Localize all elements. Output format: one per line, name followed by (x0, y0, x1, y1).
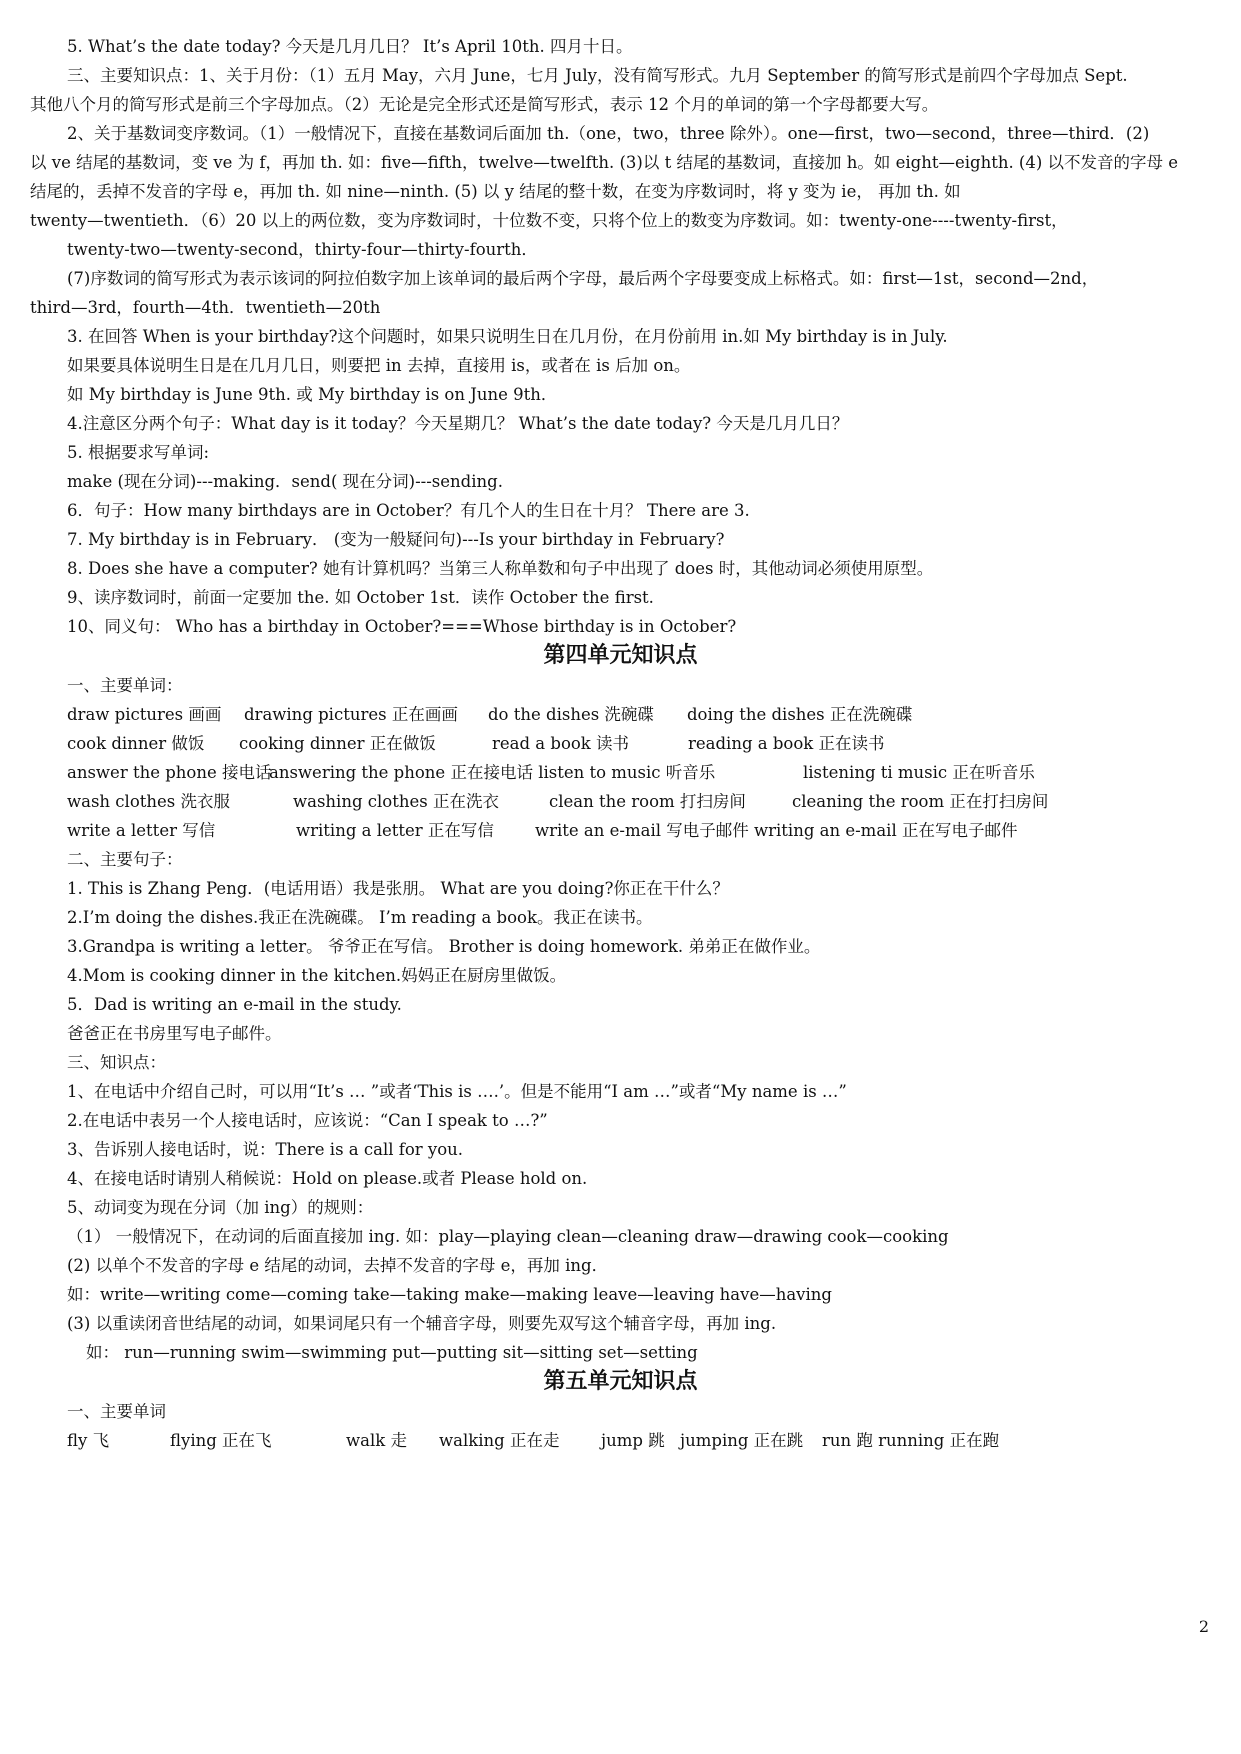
vocab-cell: do the dishes 洗碗碟 (488, 705, 654, 724)
text-line: 如：write—writing come—coming take—taking make—making leave—leaving have—having (67, 1285, 832, 1304)
text-line: 3、告诉别人接电话时，说：There is a call for you. (67, 1140, 464, 1159)
vocab-cell: answer the phone 接电话 (67, 763, 272, 782)
text-line: 5. What’s the date today? 今天是几月几日？ It’s April 10th. 四月十日。 (67, 37, 633, 56)
text-line: 5、动词变为现在分词（加 ing）的规则： (67, 1198, 374, 1217)
text-line: twenty—twentieth．（6）20 以上的两位数，变为序数词时，十位数不变，只将个位上的数变为序数词。如：twenty-one----twenty-first， (30, 211, 1068, 230)
text-line: 1. This is Zhang Peng．(电话用语）我是张朋。 What are you doing?你正在干什么？ (67, 879, 729, 898)
vocab-row (67, 787, 1219, 816)
vocab-cell: cook dinner 做饭 (67, 734, 205, 753)
unit5-vocab-label: 一、主要单词 (67, 1402, 166, 1421)
text-line: twenty-two—twenty-second，thirty-four—thirty-fourth． (67, 240, 538, 259)
text-line: 如 My birthday is June 9th. 或 My birthday is on June 9th． (67, 385, 558, 404)
text-line: 4、在接电话时请别人稍候说：Hold on please.或者 Please hold on. (67, 1169, 588, 1188)
text-line: 结尾的，丢掉不发音的字母 e，再加 th. 如 nine—ninth. (5) 以 y 结尾的整十数，在变为序数词时，将 y 变为 ie， 再加 th. 如 (30, 182, 961, 201)
text-line: make (现在分词)---making．send( 现在分词)---sending. (67, 472, 503, 491)
vocab-cell: walking 正在走 (439, 1431, 560, 1450)
text-line: 2.I’m doing the dishes.我正在洗碗碟。 I’m reading a book。我正在读书。 (67, 908, 653, 927)
vocab-cell: cleaning the room 正在打扫房间 (792, 792, 1049, 811)
text-line: （1） 一般情况下，在动词的后面直接加 ing. 如：play—playing clean—cleaning draw—drawing cook—cooking (67, 1227, 949, 1246)
vocab-cell: doing the dishes 正在洗碗碟 (687, 705, 913, 724)
page-number: 2 (1198, 1617, 1209, 1636)
text-line: 其他八个月的简写形式是前三个字母加点。（2）无论是完全形式还是简写形式，表示 12 个月的单词的第一个字母都要大写。 (30, 95, 939, 114)
text-line: 如： run—running swim—swimming put—putting sit—sitting set—setting (86, 1343, 698, 1362)
text-line: 3. 在回答 When is your birthday?这个问题时，如果只说明生日在几月份，在月份前用 in.如 My birthday is in July. (67, 327, 948, 346)
text-line: 4.Mom is cooking dinner in the kitchen.妈妈正在厨房里做饭。 (67, 966, 567, 985)
vocab-cell: answering the phone 正在接电话 listen to music 听音乐 (269, 763, 716, 782)
vocab-cell: drawing pictures 正在画画 (244, 705, 458, 724)
vocab-cell: washing clothes 正在洗衣 (293, 792, 499, 811)
text-line: 爸爸正在书房里写电子邮件。 (67, 1024, 282, 1043)
text-line: (3) 以重读闭音世结尾的动词，如果词尾只有一个辅音字母，则要先双写这个辅音字母，再加 ing. (67, 1314, 777, 1333)
unit5-heading: 第五单元知识点 (543, 1368, 698, 1394)
text-line: 5．Dad is writing an e-mail in the study. (67, 995, 402, 1014)
vocab-cell: clean the room 打扫房间 (549, 792, 746, 811)
text-line: 1、在电话中介绍自己时，可以用“It’s … ”或者‘This is ….’。但是不能用“I am …”或者“My name is …” (67, 1082, 847, 1101)
unit4-vocab-label: 一、主要单词： (67, 676, 183, 695)
vocab-row (67, 700, 1219, 729)
text-line: 7. My birthday is in February． (变为一般疑问句)---Is your birthday in February? (67, 530, 725, 549)
vocab-cell: walk 走 (346, 1431, 407, 1450)
text-line: 二、主要句子： (67, 850, 183, 869)
text-line: 三、主要知识点：1、关于月份：（1）五月 May，六月 June，七月 July，没有简写形式。九月 September 的简写形式是前四个字母加点 Sept. (67, 66, 1128, 85)
vocab-cell: run 跑 running 正在跑 (822, 1431, 1000, 1450)
text-line: 如果要具体说明生日是在几月几日，则要把 in 去掉，直接用 is，或者在 is 后加 on。 (67, 356, 691, 375)
vocab-cell: flying 正在飞 (170, 1431, 272, 1450)
text-line: 2、关于基数词变序数词。（1）一般情况下，直接在基数词后面加 th.（one，two，three 除外）。one—first，two—second，three—third．(2) (67, 124, 1150, 143)
vocab-cell: jump 跳 (601, 1431, 665, 1450)
vocab-row (67, 1426, 1219, 1455)
vocab-cell: jumping 正在跳 (680, 1431, 804, 1450)
text-line: 2.在电话中表另一个人接电话时，应该说：“Can I speak to …?” (67, 1111, 548, 1130)
text-line: 6．句子：How many birthdays are in October？有几个人的生日在十月？ There are 3. (67, 501, 750, 520)
vocab-row (67, 758, 1219, 787)
vocab-cell: read a book 读书 (492, 734, 630, 753)
text-line: (2) 以单个不发音的字母 e 结尾的动词，去掉不发音的字母 e，再加 ing． (67, 1256, 609, 1275)
vocab-cell: fly 飞 (67, 1431, 110, 1450)
vocab-cell: draw pictures 画画 (67, 705, 222, 724)
vocab-cell: listening ti music 正在听音乐 (803, 763, 1035, 782)
text-line: 4.注意区分两个句子：What day is it today？今天星期几？ What’s the date today? 今天是几月几日？ (67, 414, 849, 433)
text-line: 10、同义句： Who has a birthday in October?===Whose birthday is in October? (67, 617, 737, 636)
vocab-cell: write an e-mail 写电子邮件 writing an e-mail 正在写电子邮件 (535, 821, 1018, 840)
unit4-heading: 第四单元知识点 (543, 642, 698, 668)
text-line: 9、读序数词时，前面一定要加 the. 如 October 1st．读作 October the first. (67, 588, 654, 607)
vocab-cell: writing a letter 正在写信 (296, 821, 494, 840)
vocab-cell: write a letter 写信 (67, 821, 216, 840)
text-line: third—3rd，fourth—4th．twentieth—20th (30, 298, 381, 317)
text-line: (7)序数词的简写形式为表示该词的阿拉伯数字加上该单词的最后两个字母，最后两个字母要变成上标格式。如：first—1st，second—2nd， (67, 269, 1099, 288)
vocab-row (67, 729, 1219, 758)
text-line: 5. 根据要求写单词: (67, 443, 210, 462)
vocab-row (67, 816, 1219, 845)
text-line: 3.Grandpa is writing a letter。 爷爷正在写信。 Brother is doing homework. 弟弟正在做作业。 (67, 937, 821, 956)
vocab-cell: cooking dinner 正在做饭 (239, 734, 436, 753)
vocab-cell: wash clothes 洗衣服 (67, 792, 230, 811)
text-line: 8. Does she have a computer? 她有计算机吗？当第三人称单数和句子中出现了 does 时，其他动词必须使用原型。 (67, 559, 934, 578)
text-line: 以 ve 结尾的基数词，变 ve 为 f，再加 th. 如：five—fifth，twelve—twelfth. (3)以 t 结尾的基数词，直接加 h。如 eight—eighth. (4) 以不发音的字母 e (30, 153, 1179, 172)
vocab-cell: reading a book 正在读书 (688, 734, 885, 753)
text-line: 三、知识点： (67, 1053, 166, 1072)
